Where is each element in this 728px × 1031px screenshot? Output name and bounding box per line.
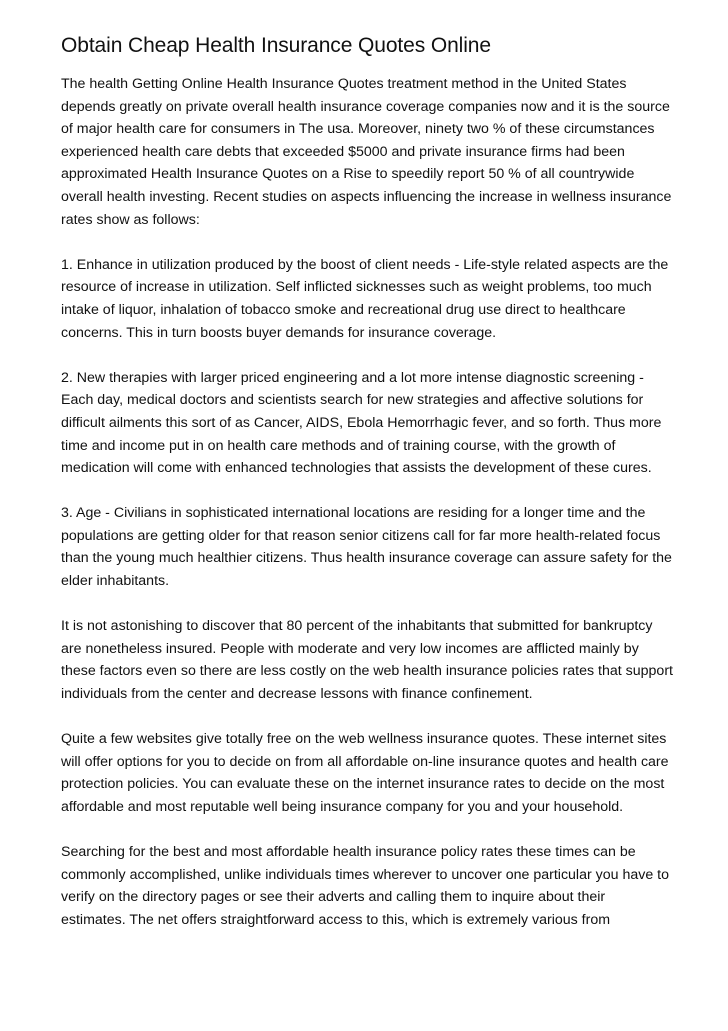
paragraph-websites: Quite a few websites give totally free on the web wellness insurance quotes. These internet sites will offer options for you to decide on from all affordable on-line insurance quotes and health care protection policies. You can evaluate these on the internet insurance rates to decide on the most affordable and most reputable well being insurance company for you and your household. (61, 731, 669, 815)
document-page (61, 30, 673, 954)
paragraph-searching: Searching for the best and most affordable health insurance policy rates these times can be commonly accomplished, unlike individuals times wherever to uncover one particular you have to verify on the directory pages or see their adverts and calling them to inquire about their estimates. The net offers straightforward access to this, which is extremely various from (61, 844, 669, 928)
paragraph-point-2: 2. New therapies with larger priced engineering and a lot more intense diagnostic screening - Each day, medical doctors and scientists search for new strategies and affective solutions for difficult ailments this sort of as Cancer, AIDS, Ebola Hemorrhagic fever, and so forth. Thus more time and income put in on health care methods and of training course, with the growth of medication will come with enhanced technologies that assists the development of these cures. (61, 369, 662, 477)
paragraph-point-3: 3. Age - Civilians in sophisticated international locations are residing for a longer time and the populations are getting older for that reason senior citizens call for far more health-related focus than the young much healthier citizens. Thus health insurance coverage can assure safety for the elder inhabitants. (61, 505, 672, 590)
paragraph-point-1: 1. Enhance in utilization produced by the boost of client needs - Life-style related aspects are the resource of increase in utilization. Self inflicted sicknesses such as weight problems, too much intake of liquor, inhalation of tobacco smoke and recreational drug use direct to healthcare concerns. This in turn boosts buyer demands for insurance coverage. (61, 256, 669, 341)
document-title: Obtain Cheap Health Insurance Quotes Online (61, 34, 491, 57)
paragraph-intro: The health Getting Online Health Insurance Quotes treatment method in the United States depends greatly on private overall health insurance coverage companies now and it is the source of major health care for consumers in The usa. Moreover, ninety two % of these circumstances experienced health care debts that exceeded $5000 and private insurance firms had been approximated Health Insurance Quotes on a Rise to speedily report 50 % of all countrywide overall health investing. Recent studies on aspects influencing the increase in wellness insurance rates show as follows: (61, 76, 672, 228)
paragraph-bankruptcy: It is not astonishing to discover that 80 percent of the inhabitants that submitted for bankruptcy are nonetheless insured. People with moderate and very low incomes are afflicted mainly by these factors even so there are less costly on the web health insurance policies rates that support individuals from the center and decrease lessons with finance confinement. (61, 618, 673, 703)
